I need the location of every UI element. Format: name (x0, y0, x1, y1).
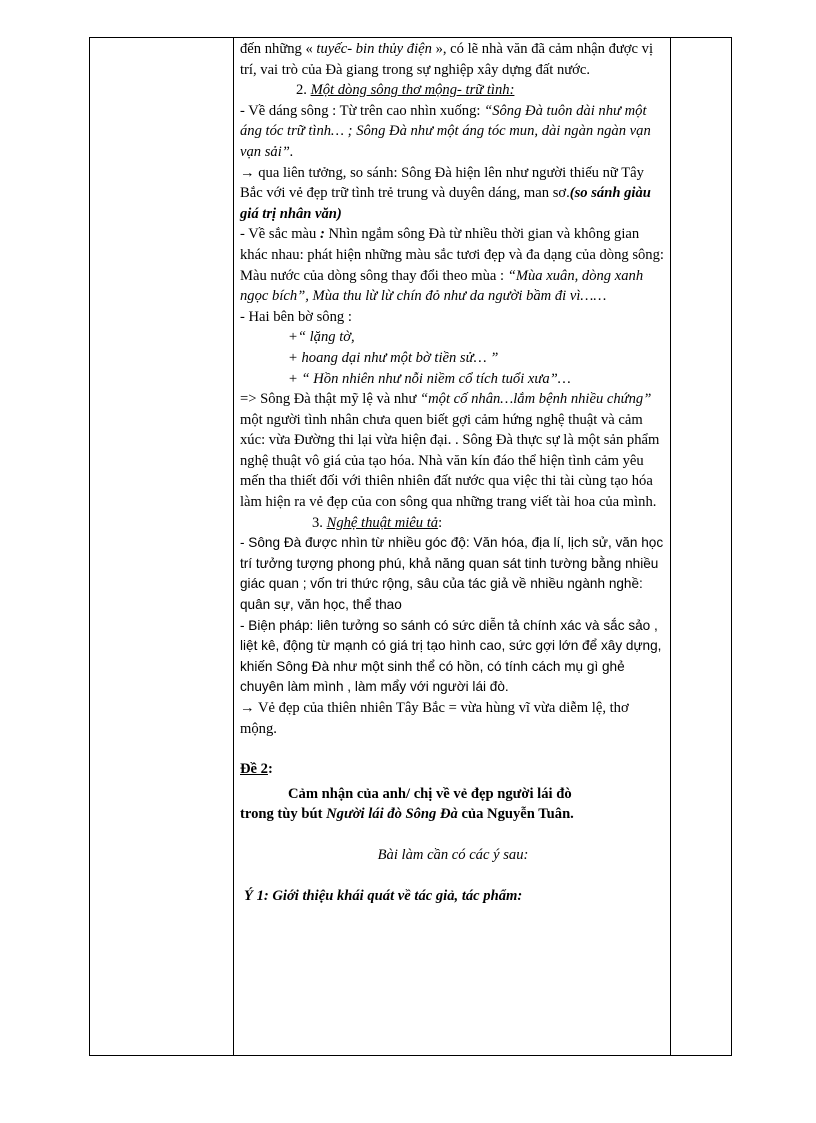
paragraph-dang-song: - Về dáng sông : Từ trên cao nhìn xuống: “Sông Đà tuôn dài như một áng tóc trữ tình… ; Sông Đà như một áng tóc mun, dài ngàn ngàn vạn vạn sải”. (240, 102, 651, 160)
paragraph-ve-dep: → Vẻ đẹp của thiên nhiên Tây Bắc = vừa hùng vĩ vừa diễm lệ, thơ mộng. (240, 700, 629, 737)
de2-prompt-line2: trong tùy bút Người lái đò Sông Đà của Nguyễn Tuân. (240, 806, 574, 823)
bullet-3: + “ Hồn nhiên như nỗi niềm cổ tích tuổi xưa”… (288, 370, 571, 387)
heading-3: 3. Nghệ thuật miêu tả: (312, 514, 443, 531)
de2-prompt-line1: Cảm nhận của anh/ chị về vẻ đẹp người lái đò (288, 785, 572, 802)
paragraph-1: đến những « tuyếc- bin thủy điện », có lẽ nhà văn đã cảm nhận được vị trí, vai trò của Đà giang trong sự nghiệp xây dựng đất nước. (240, 41, 654, 78)
spacer (240, 739, 666, 759)
spacer-2 (240, 825, 666, 845)
paragraph-bien-phap: - Biện pháp: liên tưởng so sánh có sức diễn tả chính xác và sắc sảo , liệt kê, động từ mạnh có giá trị tạo hình cao, sức gợi lớn để xây dựng, khiến Sông Đà như một sinh thể có hồn, có tính cách mụ gì ghẻ chuyên làm mình , làm mẩy với người lái đò. (240, 617, 662, 695)
y1-heading: Ý 1: Giới thiệu khái quát về tác giả, tác phẩm: (244, 887, 523, 904)
main-content (240, 39, 666, 906)
column-divider-left (233, 38, 234, 1055)
bai-lam-heading: Bài làm cần có các ý sau: (377, 846, 529, 863)
de2-title: Đề 2: (240, 761, 273, 778)
spacer-3 (240, 866, 666, 886)
heading-2: 2. Một dòng sông thơ mộng- trữ tình: (296, 82, 515, 99)
paragraph-lien-tuong: → qua liên tưởng, so sánh: Sông Đà hiện lên như người thiếu nữ Tây Bắc với vẻ đẹp trữ tình trẻ trung và duyên dáng, man sơ.(so sánh giàu giá trị nhân văn) (240, 164, 651, 222)
bullet-2: + hoang dại như một bờ tiền sử… ” (288, 349, 499, 366)
paragraph-hai-ben-bo: - Hai bên bờ sông : (240, 308, 352, 325)
paragraph-goc-do: - Sông Đà được nhìn từ nhiều góc độ: Văn hóa, địa lí, lịch sử, văn học trí tưởng tượng phong phú, khả năng quan sát tinh tường bằng nhiều giác quan ; vốn tri thức rộng, sâu của tác giả về nhiều ngành nghề: quân sự, văn học, thể thao (240, 535, 664, 613)
bullet-1: +“ lặng tờ, (288, 329, 355, 346)
paragraph-sac-mau: - Về sắc màu : Nhìn ngắm sông Đà từ nhiều thời gian và không gian khác nhau: phát hiện những màu sắc tươi đẹp và đa dạng của dòng sông: Màu nước của dòng sông thay đổi theo mùa : “Mùa xuân, dòng xanh ngọc bích”, Mùa thu lừ lừ chín đỏ như da người bầm đi vì…… (240, 226, 664, 305)
paragraph-conclusion: => Sông Đà thật mỹ lệ và như “một cố nhân…lắm bệnh nhiều chứng” một người tình nhân chưa quen biết gợi cảm hứng nghệ thuật và cảm xúc: vừa Đường thi lại vừa hiện đại. . Sông Đà thực sự là một sản phẩm nghệ thuật vô giá của tạo hóa. Nhà văn kín đáo thể hiện tình cảm yêu mến tha thiết đối với thiên nhiên đất nước qua việc thi tài cùng tạo hóa làm hiện ra vẻ đẹp của con sông qua những trang viết tài hoa của mình. (240, 391, 660, 511)
column-divider-right (670, 38, 671, 1055)
